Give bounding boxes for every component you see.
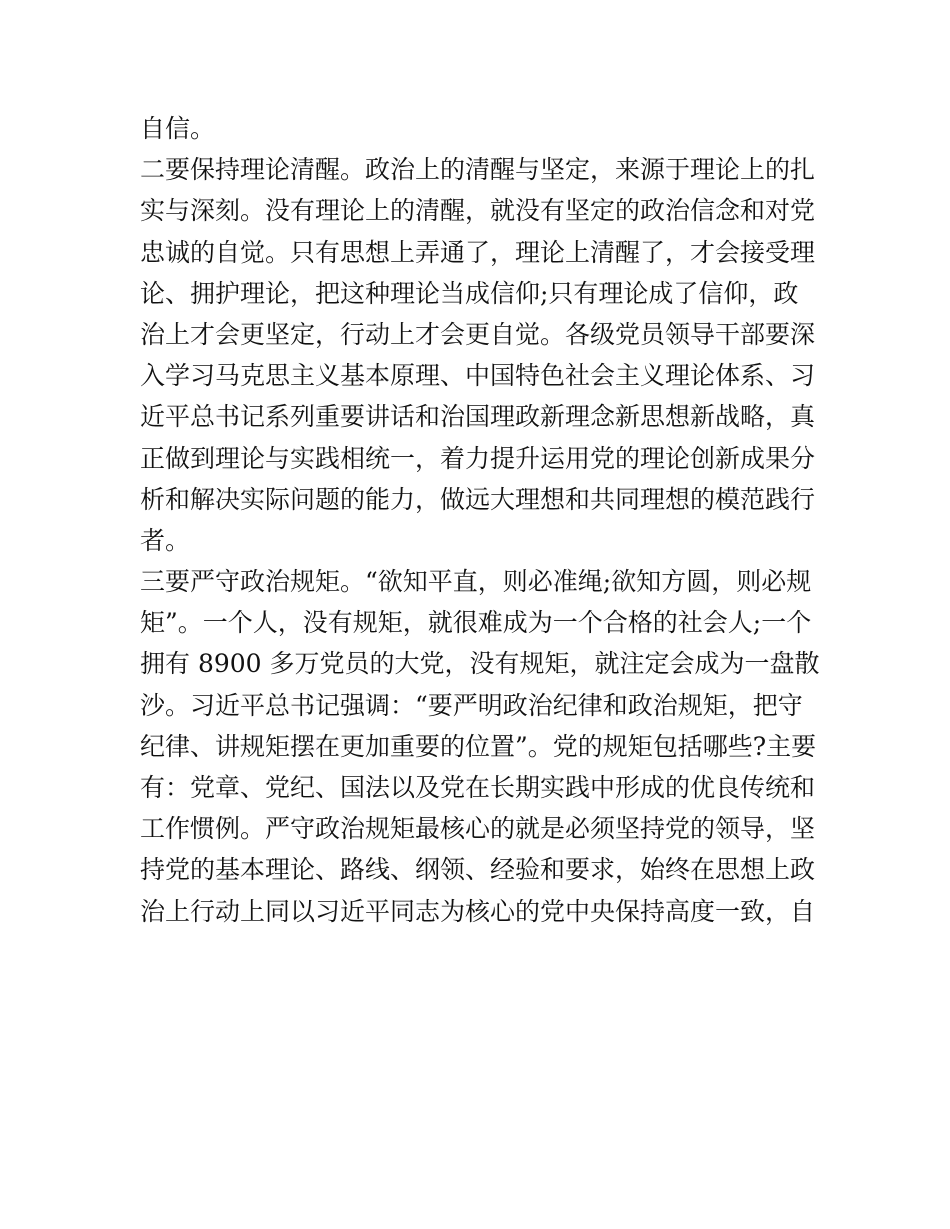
text-line: 矩”。一个人，没有规矩，就很难成为一个合格的社会人;一个 — [140, 608, 812, 638]
text-line: 二要保持理论清醒。政治上的清醒与坚定，来源于理论上的扎 — [140, 155, 816, 185]
text-line: 入学习马克思主义基本原理、中国特色社会主义理论体系、习 — [140, 361, 816, 391]
text-line: 纪律、讲规矩摆在更加重要的位置”。党的规矩包括哪些?主要 — [140, 731, 817, 761]
text-line: 论、拥护理论，把这种理论当成信仰;只有理论成了信仰，政 — [140, 278, 799, 308]
text-line: 沙。习近平总书记强调：“要严明政治纪律和政治规矩，把守 — [140, 690, 803, 720]
text-line: 实与深刻。没有理论上的清醒，就没有坚定的政治信念和对党 — [140, 196, 816, 226]
text-line: 治上才会更坚定，行动上才会更自觉。各级党员领导干部要深 — [140, 319, 816, 349]
text-line: 忠诚的自觉。只有思想上弄通了，理论上清醒了，才会接受理 — [140, 237, 816, 267]
text-line: 近平总书记系列重要讲话和治国理政新理念新思想新战略，真 — [140, 402, 816, 432]
body-text — [140, 108, 820, 932]
text-line: 正做到理论与实践相统一，着力提升运用党的理论创新成果分 — [140, 443, 816, 473]
text-line: 拥有 8900 多万党员的大党，没有规矩，就注定会成为一盘散 — [140, 649, 820, 679]
text-line: 治上行动上同以习近平同志为核心的党中央保持高度一致，自 — [140, 896, 816, 926]
text-line: 三要严守政治规矩。“欲知平直，则必准绳;欲知方圆，则必规 — [140, 567, 812, 597]
text-line: 持党的基本理论、路线、纲领、经验和要求，始终在思想上政 — [140, 855, 816, 885]
text-line: 者。 — [140, 525, 191, 555]
text-line: 工作惯例。严守政治规矩最核心的就是必须坚持党的领导，坚 — [140, 814, 816, 844]
text-line: 有：党章、党纪、国法以及党在长期实践中形成的优良传统和 — [140, 773, 816, 802]
text-line: 自信。 — [140, 114, 216, 143]
text-line: 析和解决实际问题的能力，做远大理想和共同理想的模范践行 — [140, 484, 816, 514]
